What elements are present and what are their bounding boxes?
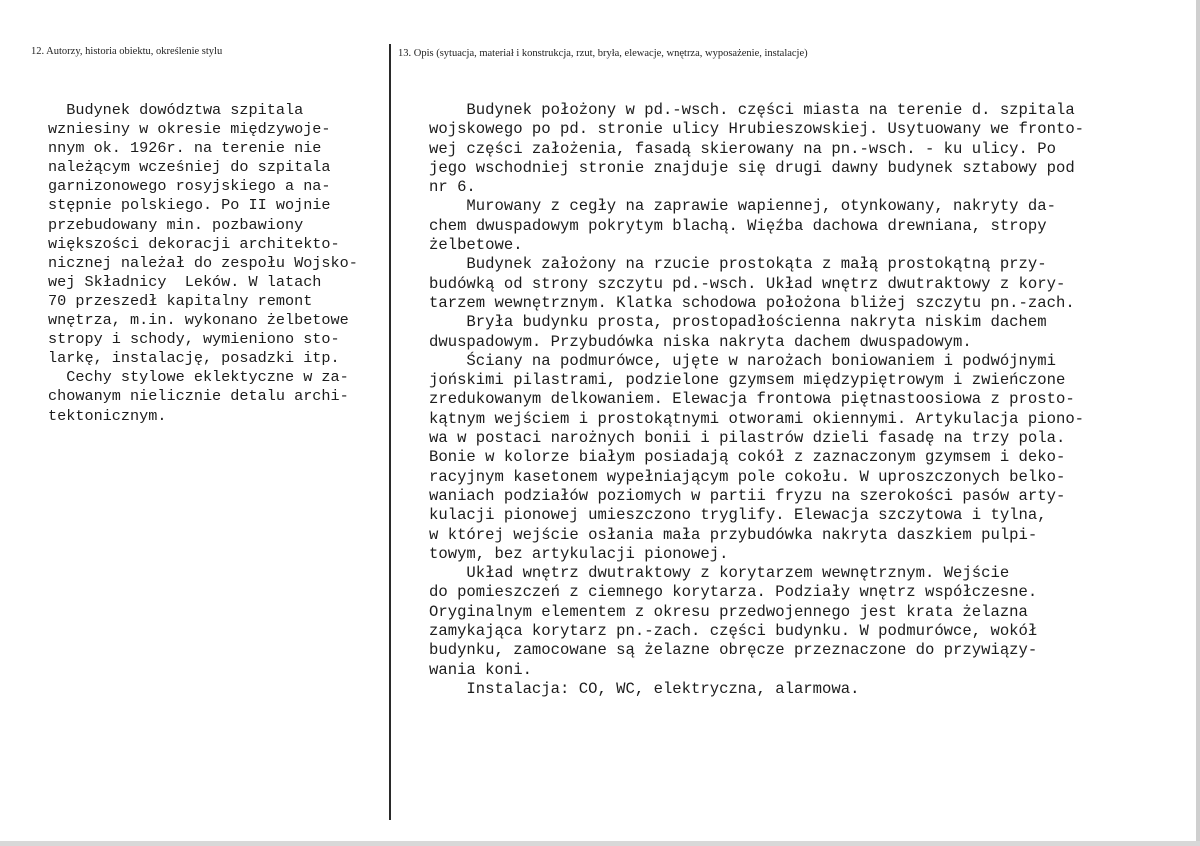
typed-line: wej Składnicy Leków. W latach xyxy=(48,272,322,291)
typed-line: wnętrza, m.in. wykonano żelbetowe xyxy=(48,311,349,330)
typed-line: żelbetowe. xyxy=(429,236,523,255)
typed-line: chem dwuspadowym pokrytym blachą. Więźba dachowa drewniana, stropy xyxy=(429,216,1047,235)
typed-line: chowanym nielicznie detalu archi- xyxy=(48,387,349,406)
column-divider xyxy=(389,44,391,820)
typed-line: nnym ok. 1926r. na terenie nie xyxy=(48,139,322,158)
page-edge-bottom xyxy=(0,841,1200,846)
typed-line: Instalacja: CO, WC, elektryczna, alarmowa. xyxy=(429,679,860,698)
typed-line: wa w postaci narożnych bonii i pilastrów dzieli fasadę na trzy pola. xyxy=(429,429,1066,448)
typed-line: 70 przeszedł kapitalny remont xyxy=(48,291,313,310)
typed-line: Bryła budynku prosta, prostopadłościenna nakryta niskim dachem xyxy=(429,313,1047,332)
typed-line: Oryginalnym elementem z okresu przedwojennego jest krata żelazna xyxy=(429,602,1028,621)
typed-line: nicznej należał do zespołu Wojsko- xyxy=(48,253,358,272)
typed-line: dwuspadowym. Przybudówka niska nakryta dachem dwuspadowym. xyxy=(429,332,972,351)
typed-line: racyjnym kasetonem wypełniającym pole cokołu. W uproszczonych belko- xyxy=(429,467,1066,486)
typed-line: stropy i schody, wymieniono sto- xyxy=(48,330,340,349)
typed-line: zredukowanym delkowaniem. Elewacja frontowa piętnastoosiowa z prosto- xyxy=(429,390,1075,409)
typed-line: kątnym wejściem i prostokątnymi otworami okiennymi. Artykulacja piono- xyxy=(429,409,1085,428)
section-12-typed-text xyxy=(48,101,358,426)
typed-line: kulacji pionowej umieszczono tryglify. Elewacja szczytowa i tylna, xyxy=(429,506,1047,525)
typed-line: jego wschodniej stronie znajduje się drugi dawny budynek sztabowy pod xyxy=(429,158,1075,177)
typed-line: wojskowego po pd. stronie ulicy Hrubieszowskiej. Usytuowany we fronto- xyxy=(429,120,1085,139)
typed-line: większości dekoracji architekto- xyxy=(48,234,340,253)
typed-line: wzniesiny w okresie międzywoje- xyxy=(48,120,331,139)
section-13-header: 13. Opis (sytuacja, materiał i konstrukcja, rzut, bryła, elewacje, wnętrza, wyposażenie, instalacje) xyxy=(398,48,808,59)
typed-line: w której wejście osłania mała przybudówka nakryta daszkiem pulpi- xyxy=(429,525,1038,544)
typed-line: budówką od strony szczytu pd.-wsch. Układ wnętrz dwutraktowy z kory- xyxy=(429,274,1066,293)
typed-line: wej części założenia, fasadą skierowany na pn.-wsch. - ku ulicy. Po xyxy=(429,139,1056,158)
typed-line: towym, bez artykulacji pionowej. xyxy=(429,544,729,563)
typed-line: Bonie w kolorze białym posiadają cokół z zaznaczonym gzymsem i deko- xyxy=(429,448,1066,467)
typed-line: Ściany na podmurówce, ujęte w narożach boniowaniem i podwójnymi xyxy=(429,351,1056,370)
typed-line: należącym wcześniej do szpitala xyxy=(48,158,331,177)
page-edge-right xyxy=(1196,0,1200,846)
typed-line: przebudowany min. pozbawiony xyxy=(48,215,304,234)
typed-line: jońskimi pilastrami, podzielone gzymsem międzypiętrowym i zwieńczone xyxy=(429,371,1066,390)
typed-line: stępnie polskiego. Po II wojnie xyxy=(48,196,331,215)
typed-line: Murowany z cegły na zaprawie wapiennej, otynkowany, nakryty da- xyxy=(429,197,1056,216)
typed-line: budynku, zamocowane są żelazne obręcze przeznaczone do przywiązy- xyxy=(429,641,1038,660)
typed-line: wania koni. xyxy=(429,660,532,679)
typed-line: nr 6. xyxy=(429,178,476,197)
typed-line: Cechy stylowe eklektyczne w za- xyxy=(48,368,349,387)
typed-line: larkę, instalację, posadzki itp. xyxy=(48,349,340,368)
typed-line: zamykająca korytarz pn.-zach. części budynku. W podmurówce, wokół xyxy=(429,622,1038,641)
typed-line: tarzem wewnętrznym. Klatka schodowa położona bliżej szczytu pn.-zach. xyxy=(429,293,1075,312)
typed-line: do pomieszczeń z ciemnego korytarza. Podziały wnętrz współczesne. xyxy=(429,583,1038,602)
typed-line: tektonicznym. xyxy=(48,406,167,425)
typed-line: Budynek położony w pd.-wsch. części miasta na terenie d. szpitala xyxy=(429,101,1075,119)
typed-line: garnizonowego rosyjskiego a na- xyxy=(48,177,331,196)
section-13-typed-text xyxy=(429,101,1084,699)
typed-line: waniach podziałów poziomych w partii fryzu na szerokości pasów arty- xyxy=(429,486,1066,505)
typed-line: Budynek założony na rzucie prostokąta z małą prostokątną przy- xyxy=(429,255,1047,274)
typed-line: Układ wnętrz dwutraktowy z korytarzem wewnętrznym. Wejście xyxy=(429,564,1010,583)
section-12-header: 12. Autorzy, historia obiektu, określenie stylu xyxy=(31,46,223,57)
typed-line: Budynek dowództwa szpitala xyxy=(48,101,304,119)
